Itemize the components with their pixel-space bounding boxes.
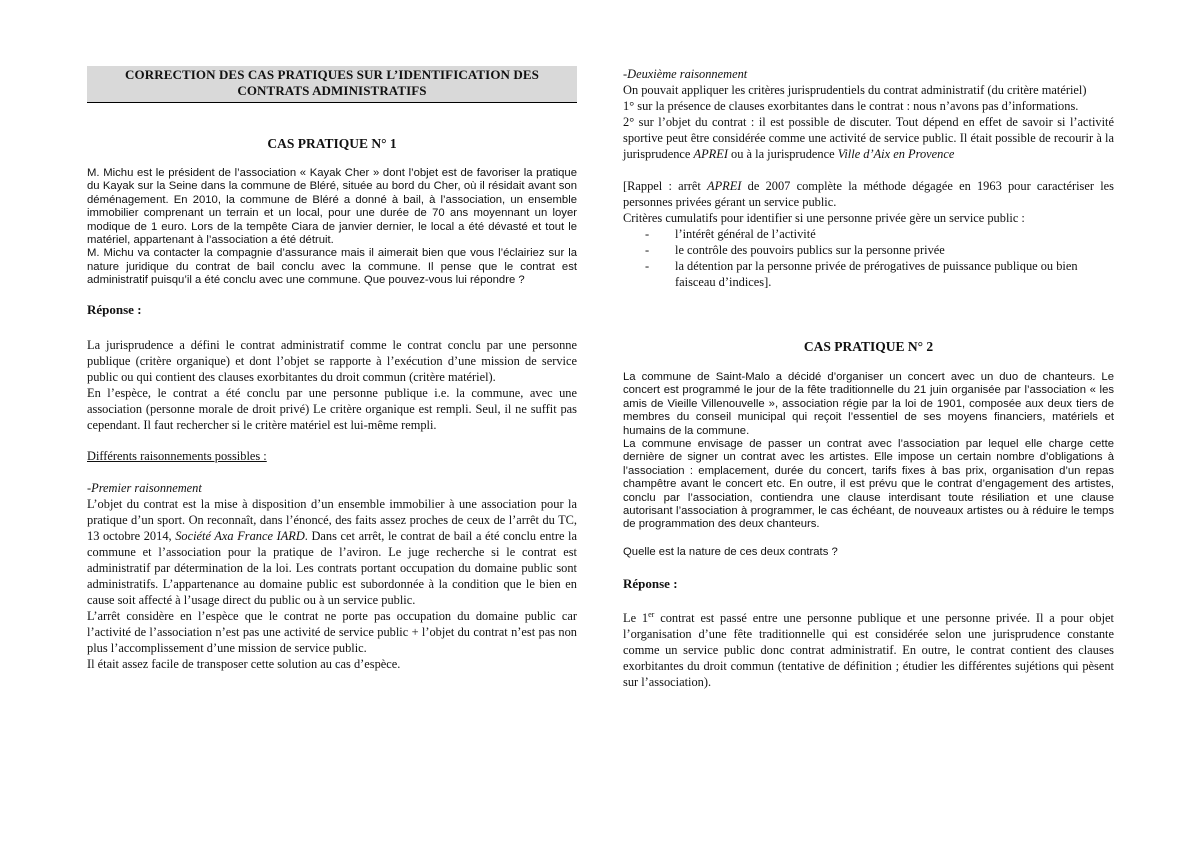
premier-text-b: . Dans cet arrêt, le contrat de bail a été conclu entre la commune et l’association pour la pratique de l’aviron. Le juge recherche si le contrat est administratif par détermination de la loi. Les contrats portant occupation du domaine public sont administratifs. L’appartenance au domaine public est subordonnée à la condition que le bien en cause soit affecté à l’usage direct du public ou à un service public. bbox=[87, 528, 577, 607]
case-2-statement: La commune de Saint-Malo a décidé d’organiser un concert avec un duo de chanteurs. Le concert est programmé le jour de la fête traditionnelle du 21 juin organisée par l’association « les amis de Vieille Villenouvelle », association régie par la loi de 1901, composée aux deux tiers de membres du conseil municipal qui reçoit l’essentiel de ses moyens financiers, matériels et humains de la commune. bbox=[623, 371, 1114, 437]
ville-aix-reference: Ville d’Aix en Provence bbox=[837, 147, 955, 161]
raisonnements-heading: Différents raisonnements possibles : bbox=[87, 448, 267, 463]
aprei-reference: APREI bbox=[693, 147, 728, 161]
arret-paragraph: L’arrêt considère en l’espèce que le contrat ne porte pas occupation du domaine public car l’activité de l’association n’est pas une activité de service public + l’objet du contrat n’est pas non plus l’accomplissement d’une mission de service public. bbox=[87, 608, 577, 655]
rappel-aprei-reference: APREI bbox=[707, 179, 742, 193]
list-item: - le contrôle des pouvoirs publics sur la personne privée bbox=[645, 242, 1114, 258]
case-2-reponse-label: Réponse : bbox=[623, 576, 678, 592]
title-line-1: CORRECTION DES CAS PRATIQUES SUR L’IDENTIFICATION DES bbox=[125, 67, 539, 82]
right-column bbox=[623, 66, 1114, 690]
r2-text-a: Le 1 bbox=[623, 611, 649, 626]
deux-3-text-a: 2° sur l’objet du contrat : il est possible de discuter. Tout dépend en effet de savoir si l’activité sportive peut être considérée comme une activité de service public. Il était possible de recourir à la jurisprudence bbox=[623, 115, 1114, 161]
premier-text-a: L’objet du contrat est la mise à disposition d’un ensemble immobilier à une association pour la pratique d’un sport. On reconnaît, dans l’énoncé, des faits assez proches de ceux de l’arrêt du TC, 13 octobre 2014, bbox=[87, 496, 577, 543]
case-2-heading: CAS PRATIQUE N° 2 bbox=[803, 339, 934, 354]
list-item: - l’intérêt général de l’activité bbox=[645, 226, 1114, 242]
case-1-question: M. Michu va contacter la compagnie d’assurance mais il aimerait bien que vous l’éclairiez sur la nature juridique du contrat de bail conclu avec la commune. Il pense que le contrat est administratif puisqu’il a été conclu avec une commune. Que pouvez-vous lui répondre ? bbox=[87, 247, 577, 287]
document-title bbox=[87, 66, 577, 103]
premier-raisonnement-paragraph bbox=[87, 496, 577, 608]
case-1-reponse-label: Réponse : bbox=[87, 301, 142, 317]
case-1-statement: M. Michu est le président de l’association « Kayak Cher » dont l’objet est de favoriser la pratique du Kayak sur la Seine dans la commune de Bléré, située au bord du Cher, où il résidait avant son déménagement. En 2010, la commune de Bléré a donné à bail, à l’association, un ensemble immobilier comprenant un terrain et un local, pour une durée de 70 ans moyennant un loyer modique de 1 euro. Lors de la tempête Ciara de janvier dernier, le local a été dévasté et tout le matériel, appartenant à l’association a été détruit. bbox=[87, 167, 577, 247]
rappel-text-a: [Rappel : arrêt bbox=[623, 179, 708, 193]
criteres-list bbox=[623, 226, 1114, 290]
title-line-2: CONTRATS ADMINISTRATIFS bbox=[237, 83, 427, 98]
deux-3-text-b: ou à la jurisprudence bbox=[727, 147, 838, 161]
deuxieme-raisonnement-label: -Deuxième raisonnement bbox=[623, 67, 748, 81]
facile-paragraph: Il était assez facile de transposer cette solution au cas d’espèce. bbox=[87, 656, 401, 671]
deuxieme-paragraph-2: 1° sur la présence de clauses exorbitantes dans le contrat : nous n’avons pas d’informations. bbox=[623, 99, 1079, 113]
deuxieme-paragraph-3 bbox=[623, 114, 1114, 162]
list-item: - la détention par la personne privée de prérogatives de puissance publique ou bien faisceau d’indices]. bbox=[645, 258, 1114, 290]
rappel-text-b: de 2007 complète la méthode dégagée en 1963 pour caractériser les personnes privées gérant un service public. bbox=[623, 179, 1114, 209]
case-1-heading: CAS PRATIQUE N° 1 bbox=[267, 136, 397, 151]
reponse-2-paragraph bbox=[623, 610, 1114, 690]
arret-axa-reference: Société Axa France IARD bbox=[175, 528, 305, 543]
case-2-question: Quelle est la nature de ces deux contrats ? bbox=[623, 545, 838, 558]
reponse-1-paragraph-2: En l’espèce, le contrat a été conclu par une personne publique i.e. la commune, avec une association (personne morale de droit privé) Le critère organique est rempli. Seul, il ne suffit pas cependant. Il faut rechercher si le critère matériel est lui-même rempli. bbox=[87, 385, 577, 432]
left-column bbox=[87, 66, 577, 672]
deuxieme-paragraph-1: On pouvait appliquer les critères jurisprudentiels du contrat administratif (du critère matériel) bbox=[623, 83, 1087, 97]
case-2-details: La commune envisage de passer un contrat avec l’association par lequel elle charge cette dernière de signer un contrat avec les artistes. Elle impose un certain nombre d’obligations à l’association : emplacement, durée du concert, tarifs fixes à bas prix, organisation d’un repas champêtre avant le concert etc. En outre, il est prévu que le contrat d’engagement des artistes, conclu par l’association, contiendra une clause interdisant toute résiliation et une clause autorisant l’association à programmer, le cas échéant, de nouveaux artistes ou à réduire le temps de programmation des deux chanteurs. bbox=[623, 438, 1114, 531]
r2-text-b: contrat est passé entre une personne publique et une personne privée. Il a pour objet l’organisation d’une fête traditionnelle qui est considérée selon une jurisprudence constante comme un service public donc contrat administratif. En outre, le contrat contient des clauses exorbitantes du droit commun (tentative de définition ; étudier les différentes sujétions qui pèsent sur l’association). bbox=[623, 611, 1114, 690]
rappel-paragraph bbox=[623, 178, 1114, 210]
reponse-1-paragraph-1: La jurisprudence a défini le contrat administratif comme le contrat conclu par une personne publique (critère organique) et dont l’objet se rapporte à l’exécution d’une mission de service public ou qui contient des clauses exorbitantes du droit commun (critère matériel). bbox=[87, 337, 577, 384]
premier-raisonnement-label: -Premier raisonnement bbox=[87, 480, 202, 495]
superscript-er: er bbox=[648, 610, 655, 620]
criteres-paragraph: Critères cumulatifs pour identifier si une personne privée gère un service public : bbox=[623, 211, 1025, 225]
